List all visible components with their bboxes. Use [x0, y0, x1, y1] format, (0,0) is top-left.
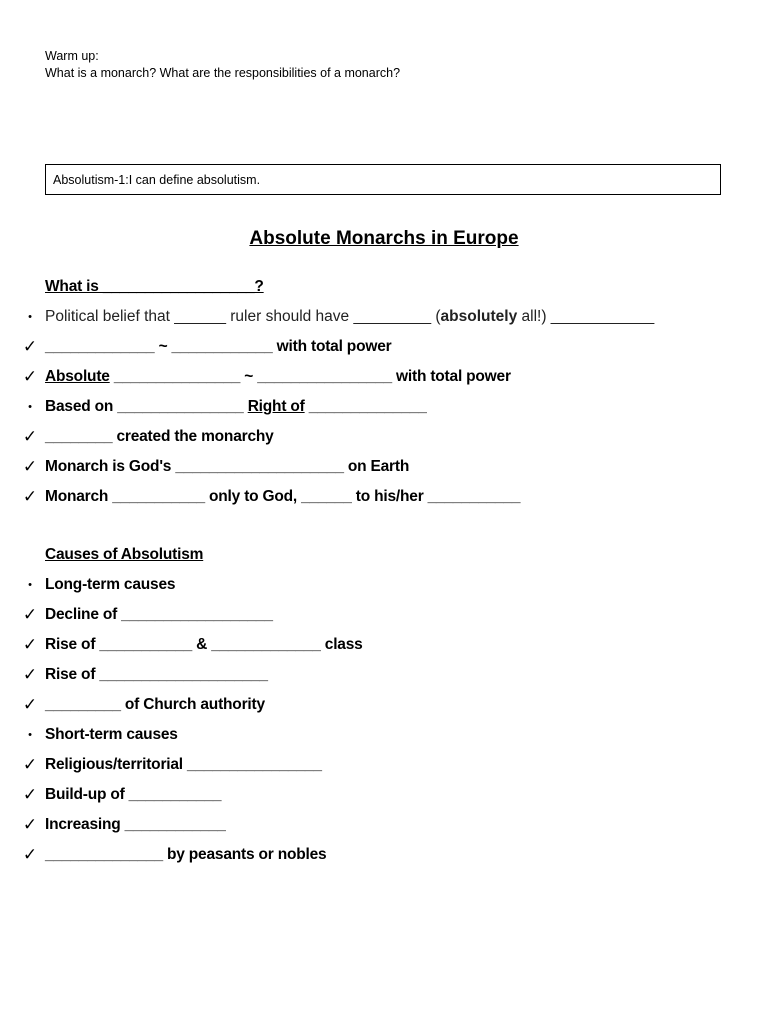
- checkmark-icon: ✓: [22, 635, 38, 654]
- learning-objective-box: [45, 164, 721, 195]
- checkmark-icon: ✓: [22, 367, 38, 386]
- list-item-text: Rise of ___________ & _____________ class: [45, 636, 363, 653]
- list-item: [0, 845, 768, 865]
- text-part: ______________: [304, 398, 427, 415]
- list-item: [0, 665, 768, 685]
- bullet-marker: •: [28, 311, 32, 323]
- list-item-text: ______________ by peasants or nobles: [45, 846, 327, 863]
- list-item-text: [45, 367, 511, 387]
- list-item-text: _________ of Church authority: [45, 696, 265, 713]
- checkmark-icon: ✓: [22, 605, 38, 624]
- list-item-text: Long-term causes: [45, 576, 176, 593]
- checkmark-icon: ✓: [22, 815, 38, 834]
- document-title: Absolute Monarchs in Europe: [249, 228, 519, 249]
- section-heading-text: What is __________________?: [45, 278, 264, 295]
- warm-up-block: [45, 48, 400, 82]
- underlined-term: Right of: [247, 398, 305, 415]
- list-item-text: Rise of ____________________: [45, 666, 268, 683]
- text-part: all!) ____________: [517, 308, 655, 325]
- text-part: Political belief that ______ ruler should have _________ (: [45, 308, 441, 325]
- checkmark-icon: ✓: [22, 487, 38, 506]
- checkmark-icon: ✓: [22, 457, 38, 476]
- list-item: [0, 695, 768, 715]
- checkmark-icon: ✓: [22, 755, 38, 774]
- list-item: [0, 725, 768, 745]
- checkmark-icon: ✓: [22, 665, 38, 684]
- list-item: [0, 397, 768, 417]
- emphasis-text: absolutely: [440, 308, 518, 325]
- text-part: Based on _______________: [45, 398, 248, 415]
- list-item: [0, 785, 768, 805]
- list-item: [0, 815, 768, 835]
- list-item: [0, 457, 768, 477]
- list-item-text: Build-up of ___________: [45, 786, 222, 803]
- checkmark-icon: ✓: [22, 845, 38, 864]
- bullet-marker: •: [28, 401, 32, 413]
- list-item-text: Decline of __________________: [45, 606, 273, 623]
- bullet-marker: •: [28, 579, 32, 591]
- list-item-text: Monarch ___________ only to God, ______ to his/her ___________: [45, 488, 521, 505]
- section-heading-causes: [0, 545, 768, 565]
- warm-up-label: Warm up:: [45, 49, 99, 63]
- list-item: [0, 307, 768, 327]
- list-item: [0, 487, 768, 507]
- list-item: [0, 635, 768, 655]
- list-item: [0, 755, 768, 775]
- learning-objective-text: Absolutism-1:I can define absolutism.: [53, 173, 261, 187]
- checkmark-icon: ✓: [22, 337, 38, 356]
- warm-up-question: What is a monarch? What are the responsibilities of a monarch?: [45, 66, 401, 80]
- list-item: [0, 427, 768, 447]
- section-heading-definition: [0, 277, 768, 297]
- list-item-text: ________ created the monarchy: [45, 428, 274, 445]
- text-part: _______________ ~ ________________ with total power: [109, 368, 511, 385]
- bullet-marker: •: [28, 729, 32, 741]
- list-item-text: _____________ ~ ____________ with total power: [45, 338, 392, 355]
- checkmark-icon: ✓: [22, 427, 38, 446]
- list-item: [0, 367, 768, 387]
- checkmark-icon: ✓: [22, 695, 38, 714]
- section-heading-text: Causes of Absolutism: [45, 546, 204, 563]
- list-item-text: Increasing ____________: [45, 816, 226, 833]
- underlined-term: Absolute: [45, 368, 110, 385]
- list-item: [0, 337, 768, 357]
- list-item-text: Short-term causes: [45, 726, 178, 743]
- list-item: [0, 575, 768, 595]
- list-item-text: [45, 307, 654, 327]
- checkmark-icon: ✓: [22, 785, 38, 804]
- list-item: [0, 605, 768, 625]
- list-item-text: Monarch is God's ____________________ on Earth: [45, 458, 410, 475]
- list-item-text: Religious/territorial ________________: [45, 756, 322, 773]
- list-item-text: [45, 397, 427, 417]
